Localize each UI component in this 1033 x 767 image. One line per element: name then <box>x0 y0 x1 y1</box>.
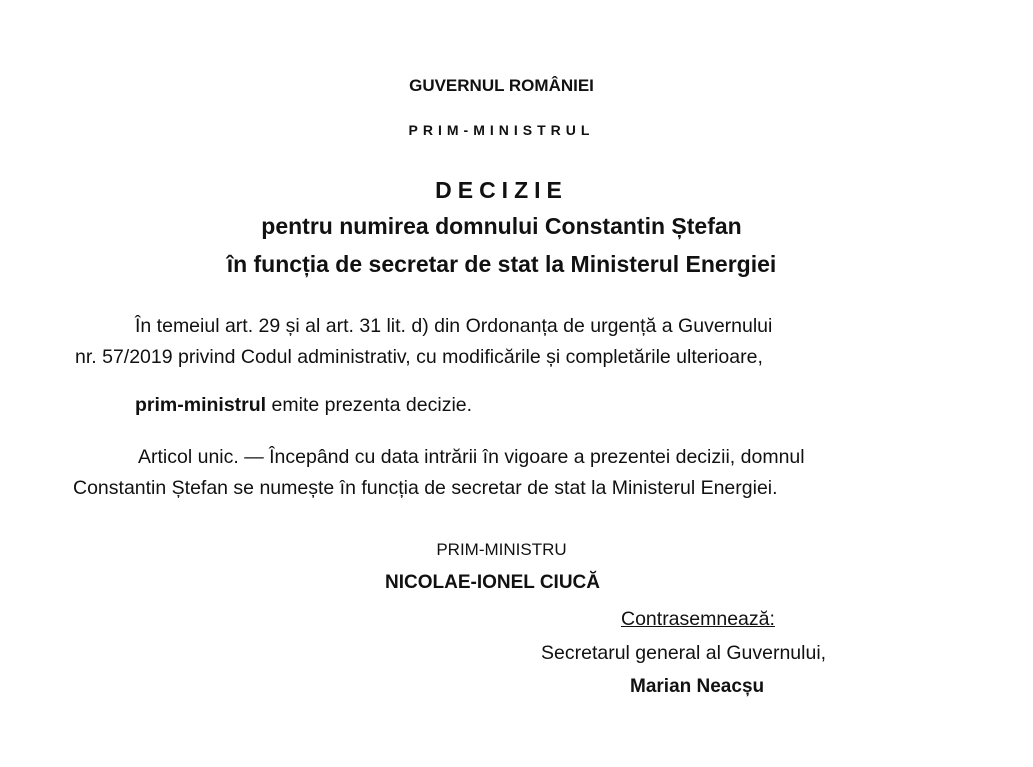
countersign-label: Contrasemnează: <box>621 608 775 630</box>
document-title-line-2: în funcția de secretar de stat la Ministerul Energiei <box>226 251 777 277</box>
signatory-name: NICOLAE-IONEL CIUCĂ <box>385 572 600 593</box>
government-heading: GUVERNUL ROMÂNIEI <box>409 76 594 95</box>
article-line-2: Constantin Ștefan se numește în funcția de secretar de stat la Ministerul Energiei. <box>73 477 778 499</box>
issuer-statement <box>135 394 472 417</box>
preamble-line-1: În temeiul art. 29 și al art. 31 lit. d) din Ordonanța de urgență a Guvernului <box>135 315 773 337</box>
issuer-heading: PRIM-MINISTRUL <box>408 122 595 138</box>
issuer-statement-bold: prim-ministrul <box>135 394 267 416</box>
countersign-role: Secretarul general al Guvernului, <box>541 642 827 664</box>
article-line-1: Articol unic. — Începând cu data intrării în vigoare a prezentei decizii, domnul <box>138 446 805 468</box>
countersign-name: Marian Neacșu <box>630 676 765 697</box>
document-type: DECIZIE <box>435 177 568 203</box>
signatory-role: PRIM-MINISTRU <box>436 540 567 559</box>
preamble-paragraph <box>75 311 928 373</box>
issuer-statement-rest: emite prezenta decizie. <box>266 394 473 416</box>
document-title-line-1: pentru numirea domnului Constantin Ștefan <box>261 213 742 239</box>
article-paragraph <box>75 442 928 504</box>
preamble-line-2: nr. 57/2019 privind Codul administrativ, cu modificările și completările ulterioare, <box>75 346 763 368</box>
